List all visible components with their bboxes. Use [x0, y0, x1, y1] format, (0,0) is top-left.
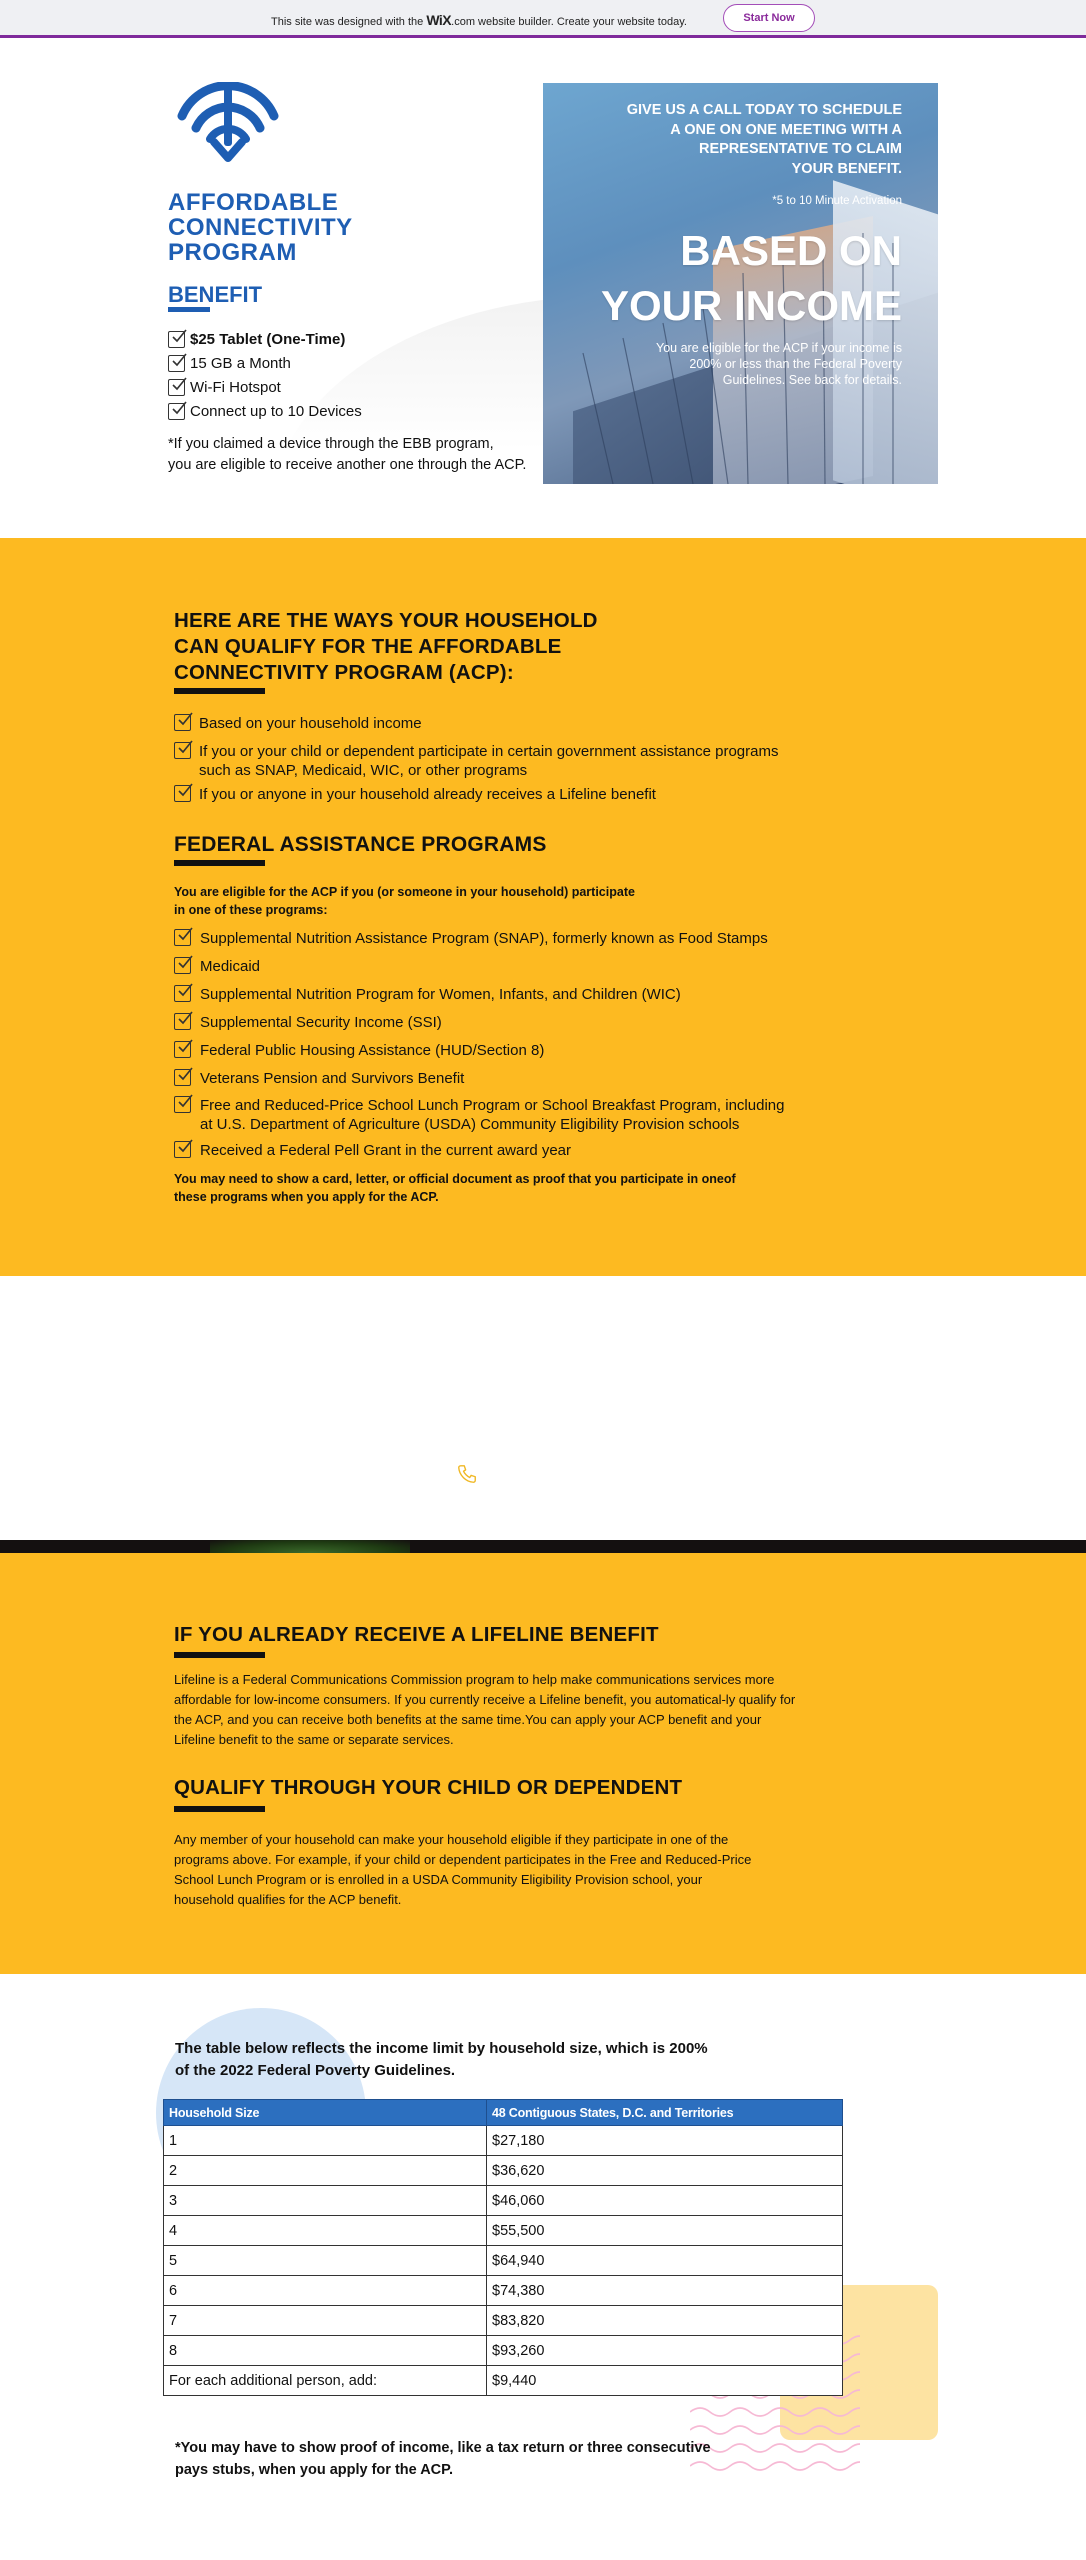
- check-icon: [174, 742, 191, 759]
- benefit-item: Wi-Fi Hotspot: [190, 379, 281, 396]
- call-to-schedule-text: GIVE US A CALL TODAY TO SCHEDULE A ONE ON ONE MEETING WITH A REPRESENTATIVE TO CLAIM YOUR BENEFIT.: [626, 102, 902, 177]
- check-icon: [168, 355, 185, 372]
- income-proof-note: *You may have to show proof of income, like a tax return or three consecutive pays stubs, when you apply for the ACP.: [175, 2440, 711, 2478]
- table-row: [164, 2336, 843, 2366]
- activation-note: *5 to 10 Minute Activation: [772, 195, 902, 207]
- table-cell: $64,940: [487, 2246, 843, 2276]
- table-cell: 7: [164, 2306, 487, 2336]
- federal-intro: You are eligible for the ACP if you (or someone in your household) participate in one of these programs:: [174, 885, 635, 917]
- ebb-note: *If you claimed a device through the EBB program, you are eligible to receive another one through the ACP.: [168, 436, 527, 473]
- lifeline-heading: IF YOU ALREADY RECEIVE A LIFELINE BENEFIT: [174, 1623, 659, 1646]
- table-cell: 4: [164, 2216, 487, 2246]
- table-row: [164, 2156, 843, 2186]
- income-eligibility-text: You are eligible for the ACP if your income is 200% or less than the Federal Poverty Guidelines. See back for details.: [656, 341, 902, 387]
- benefit-item: 15 GB a Month: [190, 355, 291, 372]
- table-row: [164, 2276, 843, 2306]
- column-header: Household Size: [164, 2100, 487, 2126]
- ways-underline: [174, 688, 265, 694]
- table-cell: $55,500: [487, 2216, 843, 2246]
- table-row: [164, 2126, 843, 2156]
- column-header: 48 Contiguous States, D.C. and Territories: [487, 2100, 843, 2126]
- federal-heading: FEDERAL ASSISTANCE PROGRAMS: [174, 833, 547, 856]
- benefit-item: $25 Tablet (One-Time): [190, 331, 346, 348]
- program-item: Received a Federal Pell Grant in the current award year: [200, 1142, 572, 1159]
- table-cell: $74,380: [487, 2276, 843, 2306]
- check-icon: [174, 1141, 191, 1158]
- table-row: [164, 2306, 843, 2336]
- ways-heading: HERE ARE THE WAYS YOUR HOUSEHOLD CAN QUALIFY FOR THE AFFORDABLE CONNECTIVITY PROGRAM (ACP):: [174, 609, 598, 684]
- wix-banner-text: This site was designed with the WiX.com website builder. Create your website today.: [271, 12, 687, 28]
- check-icon: [174, 714, 191, 731]
- hero-building-photo: [543, 83, 938, 484]
- child-paragraph: Any member of your household can make your household eligible if they participate in one of the programs above. For example, if your child or dependent participates in the Free and Reduced-Price School Lunch Program or is enrolled in a USDA Community Eligibility Provision school, your household qualifies for the ACP benefit.: [174, 1832, 752, 1907]
- program-item: Free and Reduced-Price School Lunch Program or School Breakfast Program, including at U.S. Department of Agriculture (USDA) Community Eligibility Provision schools: [200, 1097, 785, 1133]
- check-icon: [174, 985, 191, 1002]
- table-cell: 6: [164, 2276, 487, 2306]
- table-cell: $27,180: [487, 2126, 843, 2156]
- ways-item: If you or your child or dependent participate in certain government assistance programs such as SNAP, Medicaid, WIC, or other programs: [199, 743, 779, 779]
- ways-item: If you or anyone in your household already receives a Lifeline benefit: [199, 786, 656, 803]
- table-row: [164, 2186, 843, 2216]
- program-item: Federal Public Housing Assistance (HUD/Section 8): [200, 1042, 545, 1059]
- check-icon: [174, 957, 191, 974]
- lifeline-paragraph: Lifeline is a Federal Communications Commission program to help make communications services more affordable for low-income consumers. If you currently receive a Lifeline benefit, you automatical-ly qualify for the ACP, and you can receive both benefits at the same time.You can apply your ACP benefit and your Lifeline benefit to the same or separate services.: [174, 1672, 796, 1747]
- photo-strip: [0, 1540, 1086, 1553]
- child-heading: QUALIFY THROUGH YOUR CHILD OR DEPENDENT: [174, 1776, 683, 1799]
- table-cell: $36,620: [487, 2156, 843, 2186]
- benefit-underline: [168, 307, 210, 312]
- proof-note: You may need to show a card, letter, or official document as proof that you participate in oneof these programs when you apply for the ACP.: [174, 1172, 736, 1204]
- table-cell: 5: [164, 2246, 487, 2276]
- program-item: Supplemental Nutrition Program for Women, Infants, and Children (WIC): [200, 986, 681, 1003]
- benefit-item: Connect up to 10 Devices: [190, 403, 362, 420]
- table-cell: $46,060: [487, 2186, 843, 2216]
- wix-brand: WiX: [426, 12, 452, 28]
- child-underline: [174, 1806, 265, 1812]
- acp-logo-icon: [176, 82, 280, 162]
- table-row: [164, 2246, 843, 2276]
- program-item: Medicaid: [200, 958, 261, 975]
- table-cell: 2: [164, 2156, 487, 2186]
- program-item: Veterans Pension and Survivors Benefit: [200, 1070, 465, 1087]
- table-cell: $9,440: [487, 2366, 843, 2396]
- check-icon: [174, 785, 191, 802]
- income-table-intro: The table below reflects the income limit by household size, which is 200% of the 2022 Federal Poverty Guidelines.: [175, 2040, 708, 2079]
- check-icon: [168, 379, 185, 396]
- phone-icon[interactable]: [456, 1463, 478, 1485]
- table-row: [164, 2216, 843, 2246]
- check-icon: [174, 1041, 191, 1058]
- check-icon: [174, 929, 191, 946]
- income-limit-table: [163, 2099, 843, 2396]
- ways-item: Based on your household income: [199, 715, 422, 732]
- benefit-heading: BENEFIT: [168, 282, 263, 307]
- photo-strip-plant: [210, 1540, 410, 1553]
- table-cell: For each additional person, add:: [164, 2366, 487, 2396]
- table-header-row: [164, 2100, 843, 2126]
- table-cell: 3: [164, 2186, 487, 2216]
- check-icon: [174, 1069, 191, 1086]
- table-row: [164, 2366, 843, 2396]
- lifeline-section: [0, 1553, 1086, 1974]
- check-icon: [168, 403, 185, 420]
- program-item: Supplemental Nutrition Assistance Program (SNAP), formerly known as Food Stamps: [200, 930, 768, 947]
- table-cell: $83,820: [487, 2306, 843, 2336]
- start-now-button[interactable]: Start Now: [723, 4, 815, 32]
- check-icon: [168, 331, 185, 348]
- based-on-income-heading: BASED ON YOUR INCOME: [600, 227, 902, 329]
- acp-title: AFFORDABLE CONNECTIVITY PROGRAM: [168, 189, 353, 266]
- check-icon: [174, 1013, 191, 1030]
- table-cell: 1: [164, 2126, 487, 2156]
- check-icon: [174, 1096, 191, 1113]
- table-cell: $93,260: [487, 2336, 843, 2366]
- program-item: Supplemental Security Income (SSI): [200, 1014, 442, 1031]
- wix-banner: [0, 0, 1086, 38]
- table-cell: 8: [164, 2336, 487, 2366]
- lifeline-underline: [174, 1652, 265, 1658]
- federal-underline: [174, 860, 265, 866]
